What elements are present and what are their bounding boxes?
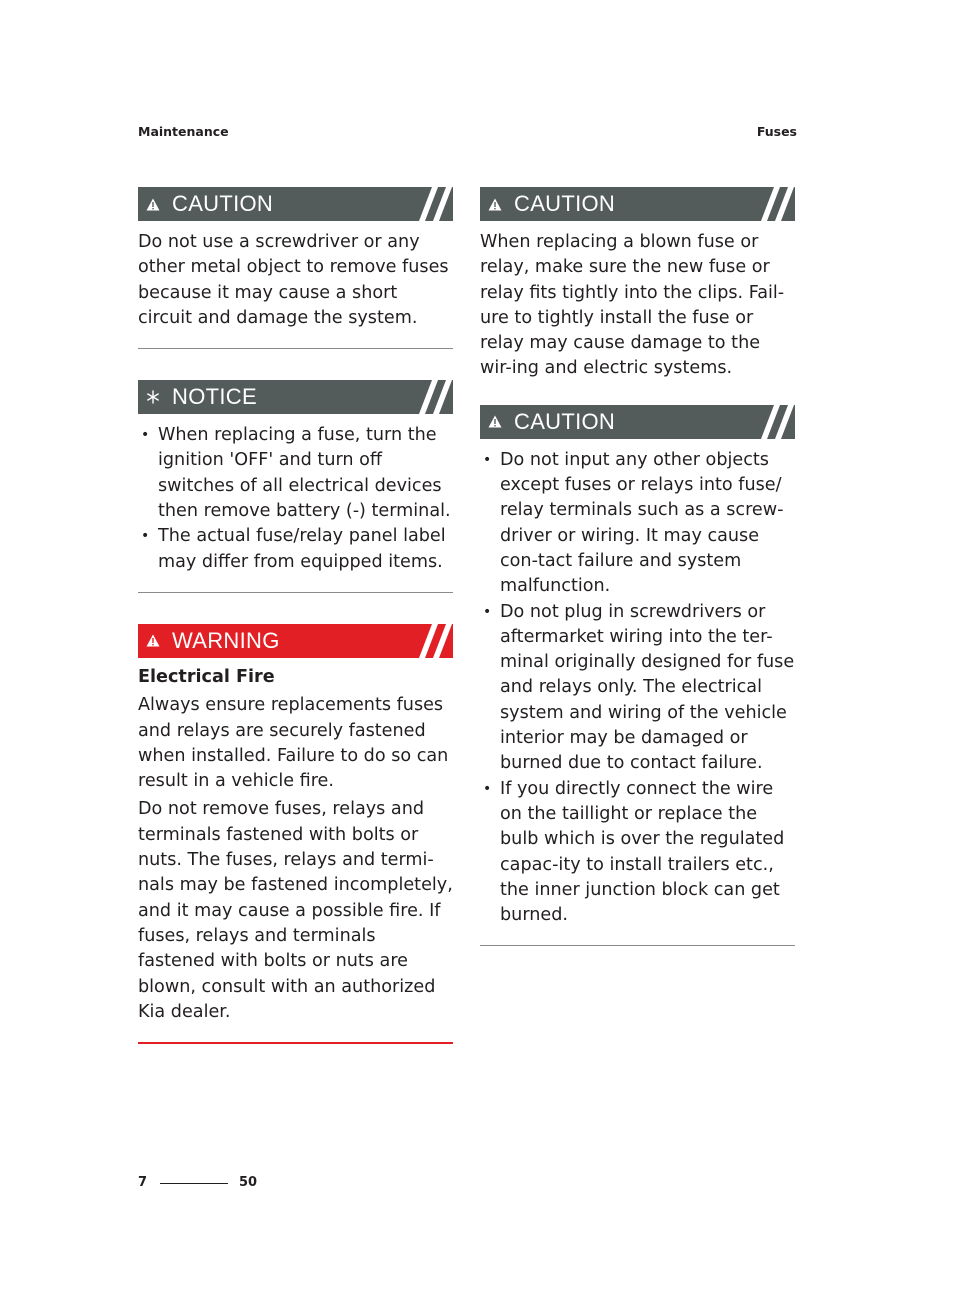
- banner-slash-decoration: [405, 187, 453, 221]
- caution-label: CAUTION: [172, 191, 274, 216]
- warning-label: WARNING: [172, 627, 280, 653]
- list-item: • The actual fuse/relay panel label may differ from equipped items.: [141, 526, 446, 572]
- caution-banner: [480, 187, 795, 221]
- banner-slash-decoration: [405, 380, 453, 414]
- banner-slash-decoration: [405, 624, 453, 658]
- warning-triangle-icon: [488, 415, 502, 429]
- warning-triangle-icon: [488, 197, 502, 211]
- warning-paragraph: Always ensure replacements fuses and relays are securely fastened when installed. Failure to do so can result in a vehicle fire.: [138, 695, 449, 792]
- running-header-section: Maintenance: [138, 124, 229, 139]
- list-item: • If you directly connect the wire on the taillight or replace the bulb which is over the regulated capac-ity to install trailers etc., the inner junction block can get burned.: [483, 778, 785, 926]
- warning-triangle-icon: [146, 197, 160, 211]
- caution-banner: [138, 187, 453, 221]
- caution-list: [480, 448, 795, 929]
- list-item: • When replacing a fuse, turn the ignition 'OFF' and turn off switches of all electrical devices then remove battery (-) terminal.: [141, 425, 451, 522]
- caution-banner: [480, 405, 795, 439]
- warning-paragraph: Do not remove fuses, relays and terminals fastened with bolts or nuts. The fuses, relays and termi-nals may be fastened incompletely, and it may cause a possible fire. If fuses, relays and terminals fastened with bolts or nuts are blown, consult with an authorized Kia dealer.: [138, 799, 453, 1022]
- list-item: • Do not plug in screwdrivers or aftermarket wiring into the ter-minal originally designed for fuse and relays only. The electrical system and wiring of the vehicle interior may be damaged or burned due to contact failure.: [483, 601, 795, 774]
- page-number: 50: [239, 1175, 258, 1190]
- chapter-number: 7: [138, 1175, 148, 1190]
- right-column: [480, 187, 795, 946]
- divider: [480, 945, 795, 946]
- running-header-topic: Fuses: [756, 124, 797, 139]
- divider: [138, 592, 453, 593]
- warning-subhead: Electrical Fire: [138, 666, 275, 687]
- list-item: • Do not input any other objects except fuses or relays into fuse/ relay terminals such as a screw-driver or wiring. It may cause con-tact failure and system malfunction.: [483, 449, 784, 597]
- banner-slash-decoration: [747, 187, 795, 221]
- caution-text: When replacing a blown fuse or relay, make sure the new fuse or relay fits tightly into the clips. Fail-ure to tightly install the fuse or relay may cause damage to the wir-ing and electric systems.: [480, 232, 785, 379]
- notice-list: [138, 423, 453, 575]
- warning-triangle-icon: [146, 634, 160, 648]
- caution-label: CAUTION: [514, 191, 616, 216]
- divider: [138, 348, 453, 349]
- notice-label: NOTICE: [172, 384, 257, 410]
- caution-label: CAUTION: [514, 408, 616, 434]
- warning-banner: [138, 624, 453, 658]
- divider: [138, 1042, 453, 1044]
- left-column: [138, 187, 453, 1044]
- caution-text: Do not use a screwdriver or any other metal object to remove fuses because it may cause a short circuit and damage the system.: [138, 232, 449, 328]
- asterisk-icon: [146, 390, 160, 404]
- notice-banner: [138, 380, 453, 414]
- footer-rule: [160, 1183, 228, 1184]
- banner-slash-decoration: [747, 405, 795, 439]
